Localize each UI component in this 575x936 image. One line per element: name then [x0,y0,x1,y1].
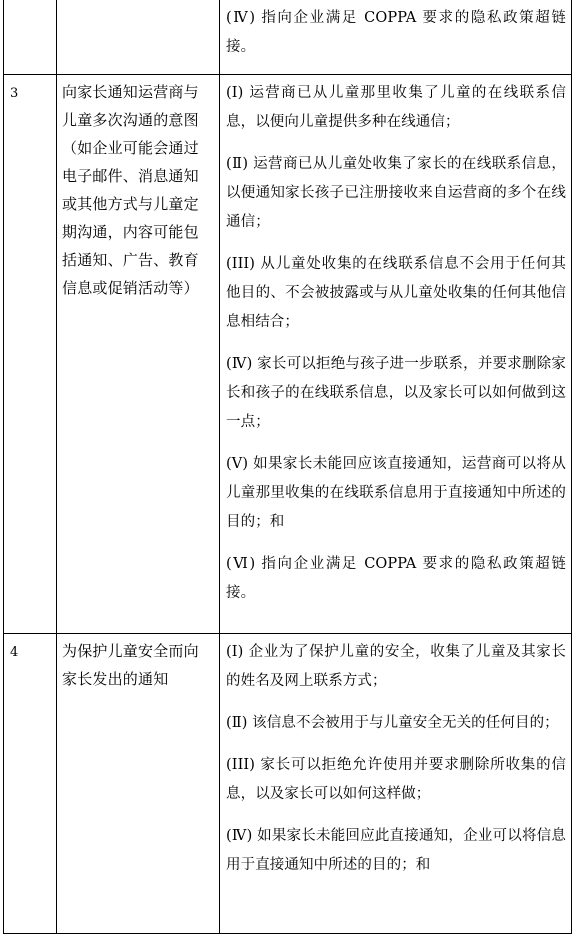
row-items [220,0,572,75]
list-item: (Ⅳ) 指向企业满足 COPPA 要求的隐私政策超链接。 [226,10,566,55]
row-number: 3 [4,75,57,634]
list-item: (III) 家长可以拒绝允许使用并要求删除所收集的信息，以及家长可以如何这样做； [226,757,566,802]
list-item: (V) 如果家长未能回应该直接通知，运营商可以将从儿童那里收集的在线联系信息用于直接通知中所述的目的；和 [226,456,566,530]
list-item: (I) 运营商已从儿童那里收集了儿童的在线联系信息，以便向儿童提供多种在线通信； [226,85,566,130]
row-description [57,0,220,75]
table-row [4,0,572,75]
table-row [4,634,572,934]
list-item: (I) 企业为了保护儿童的安全，收集了儿童及其家长的姓名及网上联系方式； [226,644,566,689]
list-item: (III) 从儿童处收集的在线联系信息不会用于任何其他目的、不会被披露或与从儿童处收集的任何其他信息相结合； [226,256,566,330]
table-row [4,75,572,634]
row-items [220,75,572,634]
list-item: (Ⅱ) 运营商已从儿童处收集了家长的在线联系信息，以便通知家长孩子已注册接收来自运营商的多个在线通信； [226,156,566,230]
row-number [4,0,57,75]
notice-table [3,0,572,934]
row-description: 向家长通知运营商与儿童多次沟通的意图（如企业可能会通过电子邮件、消息通知或其他方式与儿童定期沟通，内容可能包括通知、广告、教育信息或促销活动等） [57,75,220,634]
list-item: (Ⅵ) 指向企业满足 COPPA 要求的隐私政策超链接。 [226,556,566,601]
row-number: 4 [4,634,57,934]
list-item: (Ⅳ) 家长可以拒绝与孩子进一步联系，并要求删除家长和孩子的在线联系信息，以及家长可以如何做到这一点； [226,356,566,430]
list-item: (Ⅳ) 如果家长未能回应此直接通知，企业可以将信息用于直接通知中所述的目的；和 [226,828,566,873]
row-description: 为保护儿童安全而向家长发出的通知 [57,634,220,934]
list-item: (Ⅱ) 该信息不会被用于与儿童安全无关的任何目的； [226,715,559,731]
row-items [220,634,572,934]
